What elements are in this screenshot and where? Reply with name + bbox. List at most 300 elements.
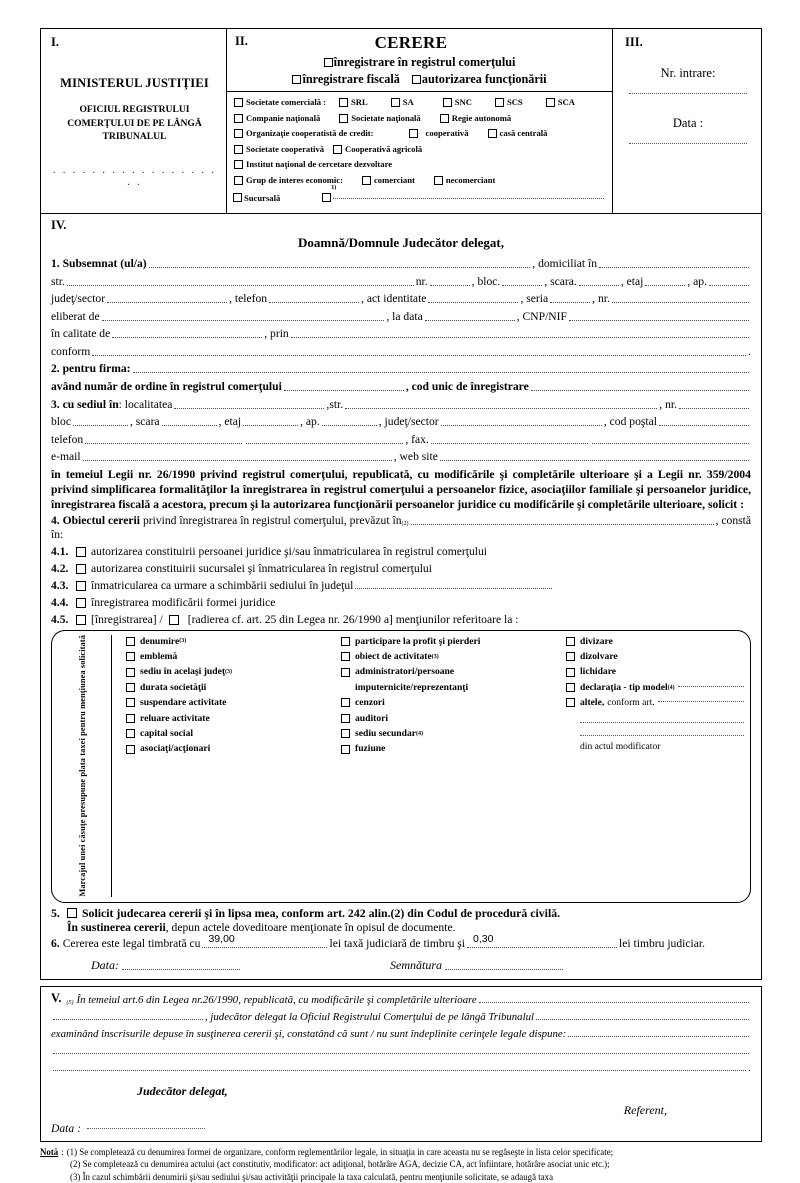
field-row-eliberat (51, 309, 751, 324)
input-data-semnare[interactable] (122, 958, 240, 970)
label-numar-ordine: având număr de ordine în registrul comerţului (51, 379, 282, 393)
mention-suspendare-activitate[interactable] (126, 697, 327, 709)
superscript-obiect: (2) (401, 520, 409, 527)
input-website[interactable] (440, 453, 749, 462)
label-cooperativa: cooperativă (425, 128, 469, 139)
input-V-judecator-2[interactable] (53, 1012, 203, 1020)
checkbox-institut-national-cercetare[interactable] (234, 160, 243, 169)
mention-emblema[interactable] (126, 651, 327, 663)
input-cnp-nif[interactable] (569, 312, 749, 321)
option-4-5[interactable] (51, 611, 751, 626)
num-4-4: 4.4. (51, 596, 69, 610)
label-eliberat-de: eliberat de (51, 309, 100, 323)
checkbox-administratori[interactable] (341, 668, 350, 677)
input-V-dispune-3[interactable] (53, 1063, 746, 1071)
section-V-data-row (51, 1122, 751, 1135)
superscript-other-entity: 1) (331, 185, 337, 192)
label-srl: SRL (351, 97, 368, 108)
input-V-nume-judecator[interactable] (479, 995, 749, 1003)
mention-auditori[interactable] (341, 712, 552, 724)
label-divizare: divizare (580, 635, 613, 647)
option-4-3[interactable] (51, 577, 751, 592)
input-la-data[interactable] (425, 312, 515, 321)
item-5b-sustinerea-cererii (67, 921, 751, 934)
input-V-dispune[interactable] (568, 1029, 749, 1037)
label-necomerciant: necomerciant (445, 174, 496, 185)
input-eliberat-de[interactable] (102, 312, 385, 321)
label-obiect-tail: , constă (715, 514, 751, 528)
field-row-calitate (51, 326, 751, 341)
input-bloc-sediu[interactable] (73, 417, 128, 426)
input-localitatea[interactable] (174, 400, 324, 409)
label-grup-interes-economic: Grup de interes economic: (246, 174, 343, 185)
input-fax[interactable] (431, 435, 588, 444)
office-line-1: OFICIUL REGISTRULUI (79, 104, 190, 115)
label-V-temeiul: În temeiul art.6 din Legea nr.26/1990, republicată, cu modificările şi completările ulterioare (76, 994, 477, 1007)
mentions-column-3 (552, 635, 744, 897)
section-V-line-5: . (51, 1060, 751, 1074)
checkbox-lichidare[interactable] (566, 668, 575, 677)
input-email[interactable] (83, 453, 392, 462)
mention-obiect-activitate[interactable] (341, 651, 552, 663)
mention-lichidare[interactable] (566, 666, 744, 678)
input-timbru-judiciar[interactable] (467, 932, 617, 948)
num-4-3: 4.3. (51, 579, 69, 593)
checkbox-dizolvare[interactable] (566, 652, 575, 661)
request-type-option-1[interactable] (235, 54, 604, 70)
checkbox-necomerciant[interactable] (434, 176, 443, 185)
section-II-roman: II. (235, 34, 248, 48)
section-V-line-1 (51, 991, 751, 1006)
sup-sediu-acelasi-judet: (3) (225, 669, 233, 676)
mention-reluare-activitate[interactable] (126, 712, 327, 724)
checkbox-durata-societatii[interactable] (126, 683, 135, 692)
label-etaj: , etaj (620, 274, 644, 288)
input-prin[interactable] (291, 330, 749, 339)
checkbox-declaratia-tip[interactable] (566, 683, 575, 692)
checkbox-companie-nationala[interactable] (234, 114, 243, 123)
data-intrare-label: Data : (672, 116, 704, 130)
mention-declaratia-tip[interactable] (566, 682, 744, 694)
label-nr-sediu: , nr. (659, 397, 677, 411)
label-4-4: înregistrarea modificării formei juridice (91, 596, 276, 610)
label-sediu-acelasi-judet: sediu în acelaşi judeţ (140, 666, 226, 678)
field-row-strada (51, 274, 751, 289)
label-str-sediu: ,str. (326, 397, 344, 411)
input-pentru-firma[interactable] (133, 365, 749, 374)
num-4-1: 4.1. (51, 545, 69, 559)
input-seria[interactable] (550, 295, 590, 304)
label-in-sustinerea-rest: , depun actele doveditoare menţionate în opisul de documente. (165, 921, 456, 935)
label-telefon-sediu: telefon (51, 432, 84, 446)
checkbox-asociati-actionari[interactable] (126, 745, 135, 754)
label-obiect-activitate: obiect de activitate (355, 651, 432, 663)
label-6-post: lei timbru judiciar. (619, 937, 705, 951)
label-referent: Referent, (623, 1103, 667, 1118)
input-domiciliat[interactable] (599, 259, 749, 268)
mention-divizare[interactable] (566, 635, 744, 647)
label-scs: SCS (506, 97, 523, 108)
label-organizatie-cooperatista-credit: Organizaţie cooperatistă de credit: (246, 128, 374, 139)
label-sa: SA (402, 97, 414, 108)
data-intrare-input[interactable] (629, 143, 747, 144)
input-4-3-judet[interactable] (355, 581, 552, 590)
label-snc: SNC (454, 97, 472, 108)
section-V-line-2 (51, 1009, 751, 1023)
option-5-judecare-in-lipsa[interactable] (51, 906, 751, 921)
input-calitate[interactable] (112, 330, 262, 339)
mention-sediu-secundar[interactable] (341, 728, 552, 740)
checkbox-autorizarea-functionarii[interactable] (412, 75, 421, 84)
section-V-superscript: (5) (66, 1000, 74, 1007)
label-localitatea: : localitatea (118, 397, 173, 411)
input-subsemnat[interactable] (149, 259, 531, 268)
ministry-title: MINISTERUL JUSTIŢIEI (60, 76, 209, 90)
label-institut-national-cercetare: Institut naţional de cercetare dezvoltare (246, 159, 393, 170)
entity-row-companie-nationala (233, 112, 606, 125)
option-1-label: înregistrare în registrul comerţului (333, 55, 516, 69)
num-4-2: 4.2. (51, 562, 69, 576)
entity-row-grup-interes-economic (233, 174, 606, 187)
input-nr-act[interactable] (612, 295, 749, 304)
label-altele-conform-art: conform art. (607, 697, 655, 709)
label-fuziune: fuziune (355, 743, 386, 755)
field-row-obiect-cererii (51, 513, 751, 528)
checkbox-sediu-secundar[interactable] (341, 729, 350, 738)
label-prin: , prin (264, 327, 289, 341)
checkbox-emblema[interactable] (126, 652, 135, 661)
footnotes (40, 1146, 762, 1183)
field-row-numar-ordine (51, 379, 751, 394)
checkbox-sucursala[interactable] (233, 193, 242, 202)
label-website: , web site (393, 450, 438, 464)
checkbox-4-4[interactable] (76, 598, 86, 608)
input-altele-line-2[interactable] (580, 712, 744, 723)
input-alta-forma[interactable] (333, 198, 604, 199)
checkbox-societate-nationala[interactable] (339, 114, 348, 123)
section-I-cell (41, 29, 227, 213)
label-4-2: autorizarea constituirii sucursalei şi înmatricularea în registrul comerţului (91, 562, 432, 576)
label-ap-sediu: , ap. (300, 415, 320, 429)
checkbox-fuziune[interactable] (341, 745, 350, 754)
label-suspendare-activitate: suspendare activitate (140, 697, 227, 709)
label-scara-sediu: , scara (129, 415, 160, 429)
checkbox-divizare[interactable] (566, 637, 575, 646)
label-act-identitate: , act identitate (361, 292, 427, 306)
label-V-examinand: examinând înscrisurile depuse în susţinerea cererii şi, constatând că sunt / nu sunt îndeplinite cerinţele legale dispune: (51, 1028, 567, 1041)
checkbox-inregistrare-registru[interactable] (324, 58, 333, 67)
input-numar-ordine[interactable] (284, 382, 404, 391)
checkbox-alta-forma[interactable] (322, 193, 331, 202)
input-declaratia-tip[interactable] (678, 686, 744, 687)
input-act-identitate[interactable] (428, 295, 518, 304)
input-altele-line-3[interactable] (580, 725, 744, 736)
sup-denumire: (3) (179, 638, 187, 645)
office-name (51, 103, 218, 144)
option-3-label: autorizarea funcţionării (421, 72, 547, 87)
input-str-sediu[interactable] (345, 400, 657, 409)
label-V-judecator-delegat-la: , judecător delegat la Oficiul Registrului Comerţului de pe lângă Tribunalul (205, 1011, 534, 1024)
label-obiect-in: în: (51, 528, 64, 542)
sup-sediu-secundar: (4) (416, 730, 424, 737)
checkbox-4-5-radierea[interactable] (169, 615, 179, 625)
checkbox-obiect-activitate[interactable] (341, 652, 350, 661)
label-4-5-part2: [radierea cf. art. 25 din Legea nr. 26/1990 a] menţiunilor (187, 613, 450, 627)
label-auditori: auditori (355, 712, 389, 724)
num-6: 6. (51, 937, 60, 951)
footnote-3: (3) În cazul schimbării denumirii şi/sau sediului şi/sau activităţii principale la taxa calculată, pentru menţiunile solicitate, se adaugă taxa (70, 1171, 554, 1182)
checkbox-4-3[interactable] (76, 581, 86, 591)
field-row-conform: conform . (51, 344, 751, 358)
label-ap: , ap. (687, 274, 707, 288)
request-type-options-row-2 (235, 71, 604, 87)
label-str: str. (51, 274, 65, 288)
label-comerciant: comerciant (373, 174, 415, 185)
label-nota: Notă (40, 1147, 59, 1158)
footnote-row-1: Notă : (1) Se completează cu denumirea formei de organizare, conform reglementărilor legale, in situaţia in care aceasta nu se regăseşte in lista celor specificate; (40, 1147, 614, 1158)
label-5: Solicit judecarea cererii şi în lipsa mea, conform art. 242 alin.(2) din Codul de procedură civilă. (82, 906, 561, 921)
input-cod-postal[interactable] (659, 417, 749, 426)
label-companie-nationala: Companie naţională (246, 112, 321, 123)
label-reluare-activitate: reluare activitate (140, 712, 210, 724)
section-III-roman: III. (625, 35, 643, 49)
label-semnatura: Semnătura (390, 958, 442, 973)
input-nr-sediu[interactable] (679, 400, 749, 409)
office-blank-field[interactable]: . . . . . . . . . . . . . . . . . . . (52, 163, 217, 188)
label-participare-profit: participare la profit şi pierderi (355, 635, 481, 647)
label-societate-cooperativa: Societate cooperativă (246, 143, 325, 154)
sup-obiect-activitate: (3) (431, 653, 439, 660)
checkbox-srl[interactable] (339, 98, 348, 107)
checkbox-regie-autonoma[interactable] (440, 114, 449, 123)
mention-asociati-actionari[interactable] (126, 743, 327, 755)
option-4-1[interactable] (51, 543, 751, 558)
input-telefon-sediu[interactable] (85, 435, 242, 444)
label-capital-social: capital social (140, 727, 194, 739)
input-V-data[interactable] (87, 1128, 205, 1129)
option-4-4[interactable] (51, 594, 751, 609)
label-obiectul-cererii: 4. Obiectul cererii (51, 514, 140, 528)
field-row-bloc-sediu (51, 414, 751, 429)
label-bloc: , bloc. (471, 274, 501, 288)
checkbox-sa[interactable] (391, 98, 400, 107)
label-4-5-part1: [înregistrarea] / (91, 613, 163, 627)
label-pentru-firma: 2. pentru firma: (51, 362, 131, 376)
label-sca: SCA (557, 97, 575, 108)
label-cenzori: cenzori (355, 697, 385, 709)
section-IV-roman: IV. (51, 218, 67, 232)
label-sediu-secundar: sediu secundar (355, 727, 417, 739)
label-fax: , fax. (405, 432, 429, 446)
label-administratori: administratori/persoane (355, 666, 455, 678)
input-ap-sediu[interactable] (322, 417, 377, 426)
checkbox-auditori[interactable] (341, 714, 350, 723)
input-obiectul-cererii[interactable] (411, 517, 714, 526)
mention-altele[interactable] (566, 697, 744, 709)
entity-row-organizatie-cooperatista (233, 127, 606, 140)
value-taxa-judiciara: 39,00 (208, 932, 235, 945)
input-taxa-judiciara[interactable] (202, 932, 327, 948)
label-cod-postal: , cod poştal (603, 415, 657, 429)
checkbox-denumire[interactable] (126, 637, 135, 646)
mention-fuziune[interactable] (341, 743, 552, 755)
label-dizolvare: dizolvare (580, 651, 618, 663)
sup-declaratia-tip: (4) (667, 684, 675, 691)
label-societate-comerciala: Societate comercială : (246, 97, 327, 108)
label-sucursala: Sucursală (244, 192, 281, 203)
checkbox-inregistrare-fiscala[interactable] (292, 75, 301, 84)
input-altele-art[interactable] (658, 701, 744, 702)
input-scara[interactable] (579, 277, 619, 286)
mentions-column-2 (327, 635, 552, 897)
input-fax-2[interactable] (592, 435, 749, 444)
checkbox-comerciant[interactable] (362, 176, 371, 185)
label-etaj-sediu: , etaj (218, 415, 242, 429)
checkbox-societate-comerciala[interactable] (234, 98, 243, 107)
field-row-judet (51, 291, 751, 306)
label-cod-unic: , cod unic de înregistrare (405, 379, 529, 393)
mention-administratori[interactable] (341, 666, 552, 678)
checkbox-cenzori[interactable] (341, 698, 350, 707)
input-V-dispune-2[interactable] (53, 1046, 749, 1054)
label-4-1: autorizarea constituirii persoanei juridice şi/sau înmatricularea în registrul comerţului (91, 545, 487, 559)
section-V-line-3 (51, 1026, 751, 1040)
checkbox-scs[interactable] (495, 98, 504, 107)
checkbox-reluare-activitate[interactable] (126, 714, 135, 723)
input-scara-sediu[interactable] (162, 417, 217, 426)
entity-row-institut-national (233, 158, 606, 171)
input-conform[interactable] (92, 347, 746, 356)
item-6-taxe (51, 932, 751, 951)
mentions-side-note (56, 635, 112, 897)
label-4-5-part3: referitoare la : (452, 613, 519, 627)
label-altele: altele, (580, 697, 605, 709)
mention-cenzori[interactable] (341, 697, 552, 709)
checkbox-suspendare-activitate[interactable] (126, 698, 135, 707)
option-4-2[interactable] (51, 560, 751, 575)
checkbox-societate-cooperativa[interactable] (234, 145, 243, 154)
section-V-line-4 (51, 1043, 751, 1057)
label-obiect-rest: privind înregistrarea în registrul comerţului, prevăzut în (142, 514, 402, 528)
input-judet-sector[interactable] (107, 295, 227, 304)
label-conform: conform (51, 344, 91, 358)
footnote-1: (1) Se completează cu denumirea formei de organizare, conform reglementărilor legale, in situaţia in care aceasta nu se regăseşte in lista celor specificate; (66, 1147, 614, 1158)
input-cod-unic[interactable] (531, 382, 749, 391)
label-asociati-actionari: asociaţi/acţionari (140, 743, 211, 755)
nr-intrare-input[interactable] (629, 93, 747, 94)
mentions-box (51, 630, 751, 903)
footnote-2: (2) Se completează cu denumirea actului (act constitutiv, modificator: act adiţional, hotărâre AGA, decizie CA, act înfiintare, hotărâre asociat unic etc.); (70, 1159, 610, 1170)
label-judecator-delegat-signature: Judecător delegat, (137, 1084, 228, 1099)
label-email: e-mail (51, 450, 81, 464)
checkbox-casa-centrala[interactable] (488, 129, 497, 138)
label-subsemnat: 1. Subsemnat (ul/a) (51, 257, 147, 270)
mentions-column-1 (112, 635, 327, 897)
section-II-cell (227, 29, 613, 213)
label-in-calitate-de: în calitate de (51, 327, 111, 341)
checkbox-sca[interactable] (546, 98, 555, 107)
checkbox-sediu-acelasi-judet[interactable] (126, 668, 135, 677)
input-etaj[interactable] (645, 277, 685, 286)
mention-durata-societatii[interactable] (126, 682, 327, 694)
field-row-firma (51, 361, 751, 376)
label-telefon: , telefon (229, 292, 268, 306)
label-data-semnare: Data: (91, 958, 119, 973)
label-regie-autonoma: Regie autonomă (451, 112, 512, 123)
input-telefon-sediu-2[interactable] (246, 435, 403, 444)
input-semnatura[interactable] (445, 958, 563, 970)
checkbox-4-5-inregistrarea[interactable] (76, 615, 86, 625)
mention-dizolvare[interactable] (566, 651, 744, 663)
label-imputernicite-reprezentanti: imputernicite/reprezentanţi (355, 681, 469, 693)
label-casa-centrala: casă centrală (499, 128, 548, 139)
input-telefon[interactable] (269, 295, 359, 304)
input-nr[interactable] (430, 277, 470, 286)
input-bloc[interactable] (502, 277, 542, 286)
label-nr: nr. (415, 274, 428, 288)
mention-denumire[interactable] (126, 635, 327, 647)
checkbox-capital-social[interactable] (126, 729, 135, 738)
label-V-data: Data : (51, 1122, 81, 1136)
checkbox-5-judecare-in-lipsa[interactable] (67, 908, 77, 918)
label-durata-societatii: durata societăţii (140, 681, 207, 693)
label-la-data: , la data (386, 309, 423, 323)
label-cu-sediul-in: 3. cu sediul în (51, 397, 119, 411)
input-judet-sediu[interactable] (441, 417, 602, 426)
label-cnp-nif: , CNP/NIF (516, 309, 567, 323)
field-row-email (51, 449, 751, 464)
checkbox-participare-profit[interactable] (341, 637, 350, 646)
signature-row (51, 958, 751, 973)
mention-participare-profit[interactable] (341, 635, 552, 647)
form-title: CERERE (374, 33, 448, 52)
entity-type-list (227, 92, 612, 202)
checkbox-grup-interes-economic[interactable] (234, 176, 243, 185)
field-row-telefon-fax (51, 432, 751, 447)
label-cooperativa-agricola: Cooperativă agricolă (345, 143, 423, 154)
entity-row-sucursala (233, 185, 606, 203)
mention-sediu-acelasi-judet[interactable] (126, 666, 327, 678)
checkbox-4-1[interactable] (76, 547, 86, 557)
input-etaj-sediu[interactable] (243, 417, 298, 426)
checkbox-snc[interactable] (443, 98, 452, 107)
input-V-tribunalul[interactable] (536, 1012, 749, 1020)
input-ap[interactable] (709, 277, 749, 286)
section-V (40, 986, 762, 1142)
section-III-cell (613, 29, 761, 213)
addressee-line: Doamnă/Domnule Judecător delegat, (298, 235, 504, 250)
checkbox-organizatie-cooperatista-credit[interactable] (234, 129, 243, 138)
checkbox-cooperativa-agricola[interactable] (333, 145, 342, 154)
label-bloc-sediu: bloc (51, 415, 71, 429)
num-5: 5. (51, 906, 60, 921)
label-domiciliat: , domiciliat în (532, 257, 597, 270)
input-strada[interactable] (67, 277, 414, 286)
section-I-roman: I. (51, 35, 59, 49)
section-V-roman: V. (51, 991, 62, 1006)
label-4-3: înmatricularea ca urmare a schimbării sediului în judeţul (91, 579, 354, 593)
office-line-2: COMERŢULUI DE PE LÂNGĂ (67, 117, 202, 129)
section-II-header (227, 29, 612, 92)
label-societate-nationala: Societate naţională (351, 112, 421, 123)
checkbox-cooperativa[interactable] (409, 129, 418, 138)
num-4-5: 4.5. (51, 613, 69, 627)
field-row-subsemnat (51, 256, 751, 271)
checkbox-altele[interactable] (566, 698, 575, 707)
checkbox-4-2[interactable] (76, 564, 86, 574)
mention-capital-social[interactable] (126, 728, 327, 740)
section-IV (40, 214, 762, 980)
